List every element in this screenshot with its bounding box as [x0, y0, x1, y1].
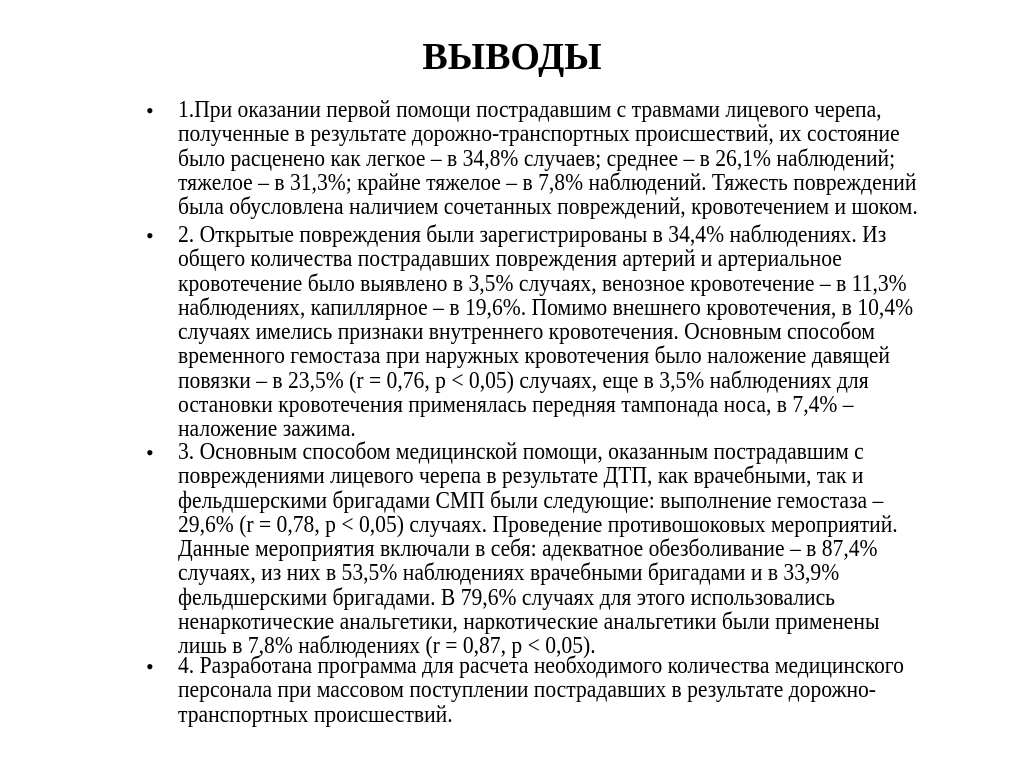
bullet-icon: • [146, 440, 154, 465]
text-line: 2. Открытые повреждения были зарегистрированы в 34,4% наблюдениях. Из [178, 222, 887, 248]
text-line: кровотечение было выявлено в 3,5% случаях, венозное кровотечение – в 11,3% [178, 270, 907, 297]
conclusion-item-3 [178, 440, 978, 659]
text-line: транспортных происшествий. [178, 701, 453, 728]
text-line: наблюдениях, капиллярное – в 19,6%. Помимо внешнего кровотечения, в 10,4% [178, 294, 914, 321]
text-line: фельдшерскими бригадами СМП были следующие: выполнение гемостаза – [178, 487, 884, 514]
conclusion-item-1 [178, 98, 1000, 219]
text-line: была обусловлена наличием сочетанных повреждений, кровотечением и шоком. [178, 194, 918, 221]
text-line: случаях имелись признаки внутреннего кровотечения. Основным способом [178, 319, 875, 346]
text-line: повреждениями лицевого черепа в результате ДТП, как врачебными, так и [178, 463, 864, 490]
slide-title: ВЫВОДЫ [422, 36, 602, 78]
conclusion-item-4 [178, 654, 985, 727]
text-line: 1.При оказании первой помощи пострадавшим с травмами лицевого черепа, [178, 97, 882, 123]
text-line: общего количества пострадавших повреждения артерий и артериальное [178, 246, 842, 273]
text-line: наложение зажима. [178, 416, 356, 443]
text-line: ненаркотические анальгетики, наркотические анальгетики были применены [178, 609, 880, 636]
conclusion-item-2 [178, 223, 995, 442]
text-line: 29,6% (r = 0,78, p < 0,05) случаях. Проведение противошоковых мероприятий. [178, 511, 898, 538]
text-line: было расценено как легкое – в 34,8% случаев; среднее – в 26,1% наблюдений; [178, 145, 896, 172]
text-line: случаях, из них в 53,5% наблюдениях врачебными бригадами и в 33,9% [178, 560, 840, 587]
text-line: повязки – в 23,5% (r = 0,76, p < 0,05) случаях, еще в 3,5% наблюдениях для [178, 367, 869, 394]
text-line: лишь в 7,8% наблюдениях (r = 0,87, p < 0,05). [178, 633, 596, 660]
bullet-icon: • [146, 654, 154, 679]
text-line: персонала при массовом поступлении пострадавших в результате дорожно- [178, 677, 877, 704]
text-line: Данные мероприятия включали в себя: адекватное обезболивание – в 87,4% [178, 536, 878, 563]
bullet-icon: • [146, 98, 154, 123]
bullet-icon: • [146, 223, 154, 248]
text-line: временного гемостаза при наружных кровотечения было наложение давящей [178, 343, 890, 370]
text-line: полученные в результате дорожно-транспортных происшествий, их состояние [178, 121, 900, 148]
text-line: тяжелое – в 31,3%; крайне тяжелое – в 7,8% наблюдений. Тяжесть повреждений [178, 169, 917, 196]
text-line: 3. Основным способом медицинской помощи, оказанным пострадавшим с [178, 439, 864, 465]
text-line: 4. Разработана программа для расчета необходимого количества медицинского [178, 653, 904, 679]
text-line: фельдшерскими бригадами. В 79,6% случаях для этого использовались [178, 584, 836, 611]
text-line: остановки кровотечения применялась передняя тампонада носа, в 7,4% – [178, 392, 854, 419]
